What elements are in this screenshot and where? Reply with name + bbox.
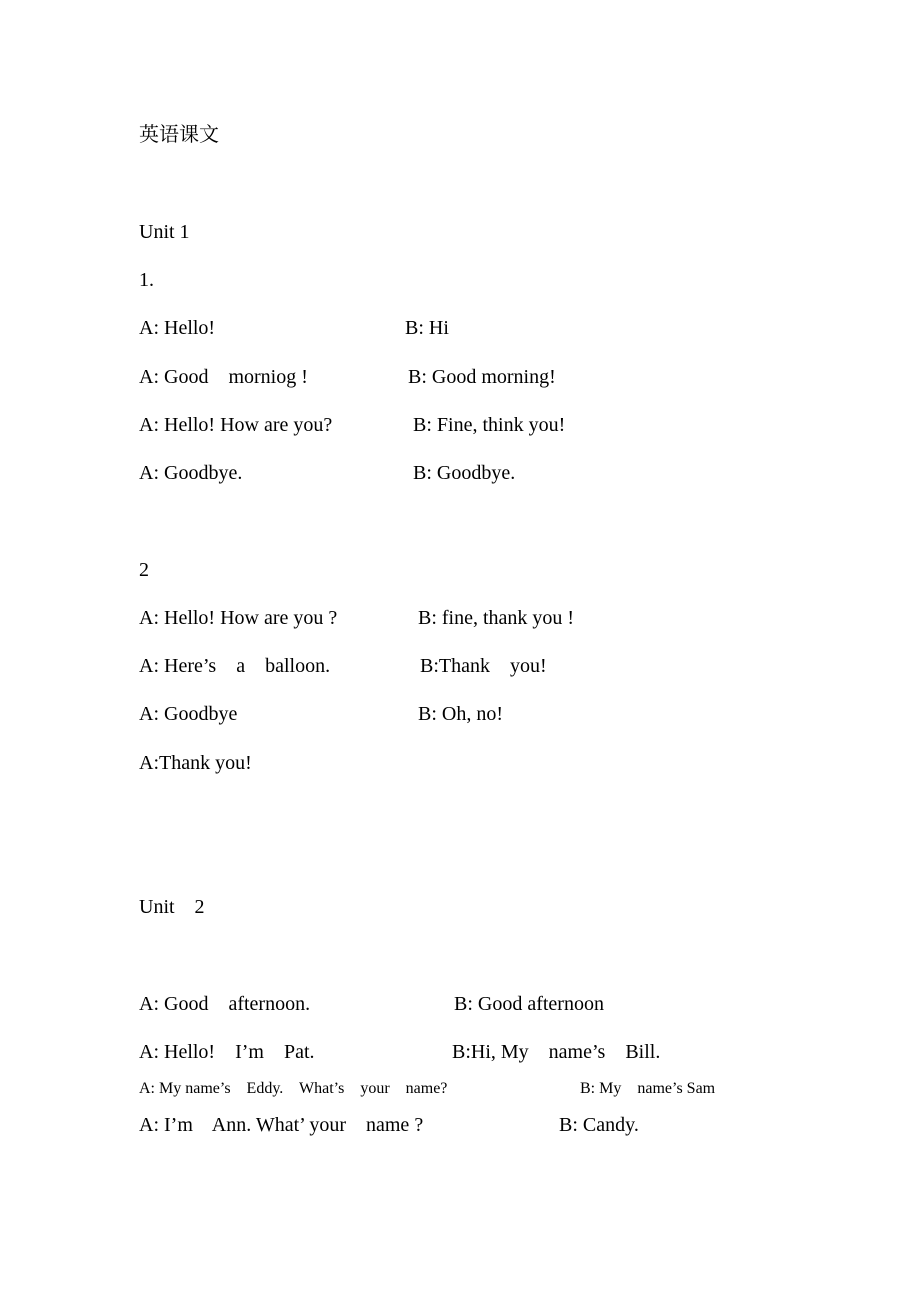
speaker-b-text: B: My name’s Sam — [580, 1080, 716, 1097]
speaker-b-text: B: Good afternoon — [454, 993, 604, 1015]
speaker-b-text: B: Goodbye. — [413, 462, 516, 484]
dialogue-line — [139, 1110, 839, 1140]
unit1-heading: Unit 1 — [139, 221, 190, 243]
speaker-b-text: B:Thank you! — [420, 655, 547, 677]
speaker-a-text: A: Good afternoon. — [139, 993, 311, 1015]
speaker-a-text: A: Good morniog ! — [139, 366, 308, 388]
dialogue-line — [139, 1037, 839, 1067]
dialogue-line — [139, 699, 839, 729]
unit1-section1-label: 1. — [139, 269, 154, 291]
unit2-heading: Unit 2 — [139, 896, 205, 918]
dialogue-line — [139, 362, 839, 392]
speaker-a-text: A:Thank you! — [139, 752, 252, 774]
speaker-b-text: B: Good morning! — [408, 366, 556, 388]
dialogue-line — [139, 651, 839, 681]
dialogue-line — [139, 313, 839, 343]
speaker-b-text: B: fine, thank you ! — [418, 607, 575, 629]
document-title: 英语课文 — [139, 124, 219, 146]
speaker-a-text: A: My name’s Eddy. What’s your name? — [139, 1080, 448, 1097]
speaker-a-text: A: Hello! How are you? — [139, 414, 333, 436]
speaker-b-text: B: Oh, no! — [418, 703, 503, 725]
speaker-a-text: A: Here’s a balloon. — [139, 655, 331, 677]
dialogue-line — [139, 1077, 839, 1101]
speaker-a-text: A: Goodbye. — [139, 462, 243, 484]
speaker-b-text: B:Hi, My name’s Bill. — [452, 1041, 661, 1063]
dialogue-line — [139, 748, 839, 778]
speaker-b-text: B: Candy. — [559, 1114, 639, 1136]
speaker-a-text: A: Goodbye — [139, 703, 238, 725]
speaker-b-text: B: Hi — [405, 317, 449, 339]
speaker-a-text: A: I’m Ann. What’ your name ? — [139, 1114, 424, 1136]
speaker-a-text: A: Hello! How are you ? — [139, 607, 338, 629]
dialogue-line — [139, 458, 839, 488]
dialogue-line — [139, 989, 839, 1019]
speaker-a-text: A: Hello! — [139, 317, 216, 339]
dialogue-line — [139, 603, 839, 633]
dialogue-line — [139, 410, 839, 440]
unit1-section2-label: 2 — [139, 559, 149, 581]
speaker-b-text: B: Fine, think you! — [413, 414, 566, 436]
speaker-a-text: A: Hello! I’m Pat. — [139, 1041, 315, 1063]
